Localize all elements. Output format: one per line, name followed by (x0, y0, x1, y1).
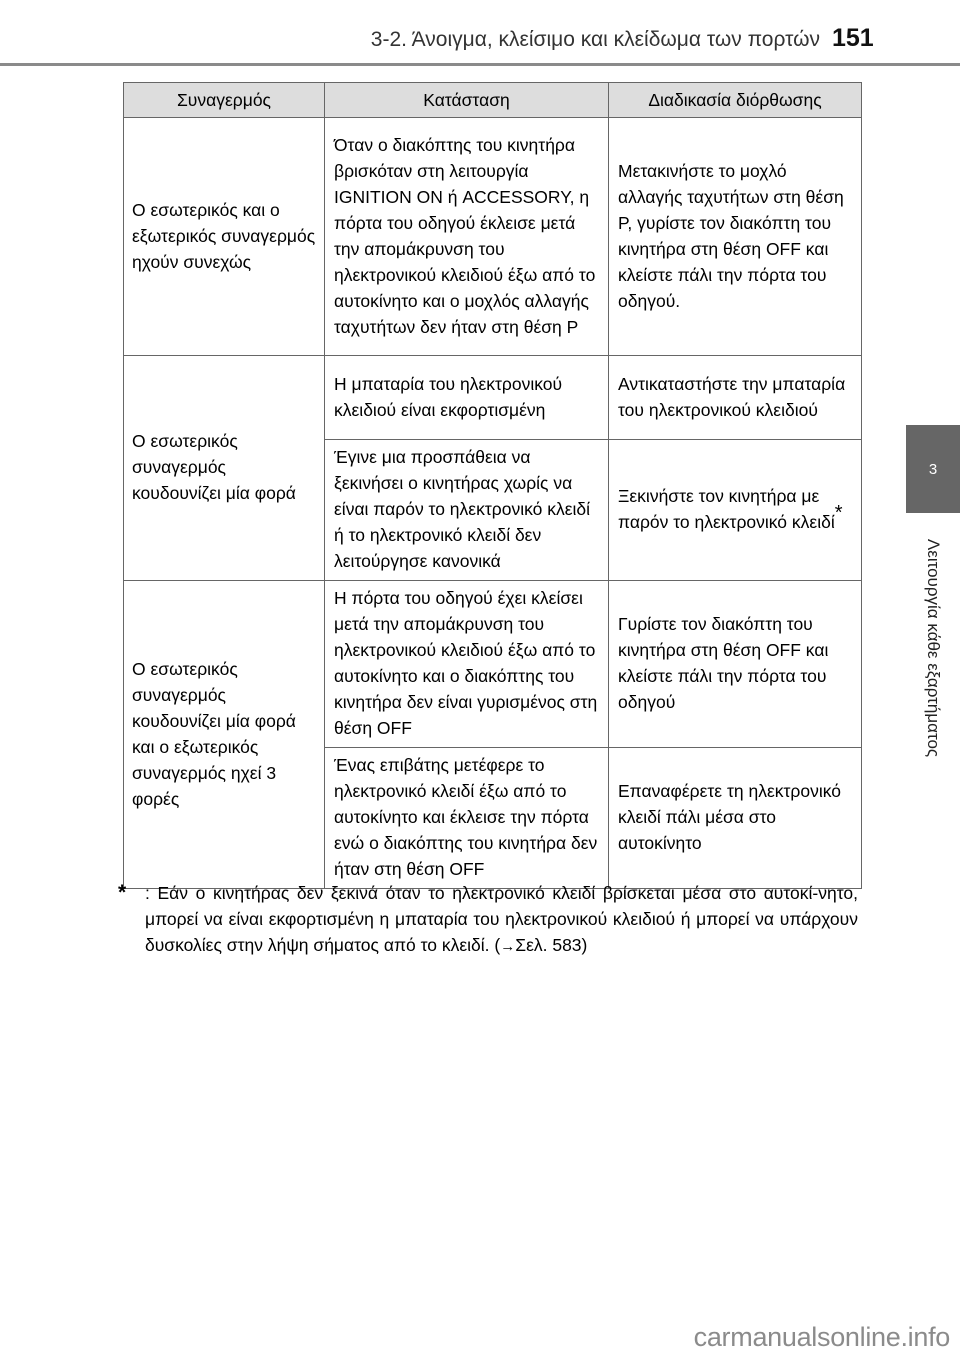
chapter-tab-number: 3 (928, 460, 938, 478)
table-row (124, 356, 862, 440)
chapter-title: 3-2. Άνοιγμα, κλείσιμο και κλείδωμα των πορτών (370, 28, 820, 51)
situation-cell: Όταν ο διακόπτης του κινητήρα βρισκόταν στη λειτουργία IGNITION ON ή ACCESSORY, η πόρτα του οδηγού έκλεισε μετά την απομάκρυνση του ηλεκτρονικού κλειδιού έξω από το αυτοκίνητο και ο μοχλός αλλαγής ταχυτήτων δεν ήταν στη θέση P (325, 118, 609, 356)
footnote-marker: * (118, 881, 127, 904)
column-header-alarm: Συναγερμός (124, 83, 325, 118)
troubleshooting-table (123, 82, 862, 889)
procedure-text: Ξεκινήστε τον κινητήρα με παρόν το ηλεκτρονικό κλειδί (618, 486, 835, 532)
situation-cell: Ένας επιβάτης μετέφερε το ηλεκτρονικό κλειδί έξω από το αυτοκίνητο και έκλεισε την πόρτα ενώ ο διακόπτης του κινητήρα δεν ήταν στη θέση OFF (325, 748, 609, 889)
situation-cell: Η μπαταρία του ηλεκτρονικού κλειδιού είναι εκφορτισμένη (325, 356, 609, 440)
footnote-text: : Εάν ο κινητήρας δεν ξεκινά όταν το ηλεκτρονικό κλειδί βρίσκεται μέσα στο αυτοκί-νητο, μπορεί να είναι εκφορτισμένη η μπαταρία του ηλεκτρονικού κλειδιού ή μπορεί να υπάρχουν δυσκολίες στην λήψη σήματος από το κλειδί. ( (145, 883, 858, 955)
page-number: 151 (832, 24, 874, 52)
procedure-cell: Μετακινήστε το μοχλό αλλαγής ταχυτήτων στη θέση P, γυρίστε τον διακόπτη του κινητήρα στη θέση OFF και κλείστε πάλι την πόρτα του οδηγού. (609, 118, 862, 356)
procedure-cell: Αντικαταστήστε την μπαταρία του ηλεκτρονικού κλειδιού (609, 356, 862, 440)
alarm-cell: Ο εσωτερικός συναγερμός κουδουνίζει μία φορά (124, 356, 325, 581)
alarm-cell: Ο εσωτερικός και ο εξωτερικός συναγερμός ηχούν συνεχώς (124, 118, 325, 356)
table-row (124, 581, 862, 748)
procedure-cell (609, 440, 862, 581)
chapter-tab-label (918, 518, 948, 778)
procedure-cell: Γυρίστε τον διακόπτη του κινητήρα στη θέση OFF και κλείστε πάλι την πόρτα του οδηγού (609, 581, 862, 748)
chapter-tab-label-text: Λειτουργία κάθε εξαρτήματος (924, 538, 944, 758)
situation-cell: Έγινε μια προσπάθεια να ξεκινήσει ο κινητήρας χωρίς να είναι παρόν το ηλεκτρονικό κλειδί ή το ηλεκτρονικό κλειδί δεν λειτούργησε κανονικά (325, 440, 609, 581)
column-header-situation: Κατάσταση (325, 83, 609, 118)
asterisk-marker: * (834, 502, 843, 525)
alarm-cell: Ο εσωτερικός συναγερμός κουδουνίζει μία φορά και ο εξωτερικός συναγερμός ηχεί 3 φορές (124, 581, 325, 889)
chapter-tab[interactable] (906, 425, 960, 513)
column-header-procedure: Διαδικασία διόρθωσης (609, 83, 862, 118)
situation-cell: Η πόρτα του οδηγού έχει κλείσει μετά την απομάκρυνση του ηλεκτρονικού κλειδιού έξω από το αυτοκίνητο και ο διακόπτης του κινητήρα δεν είναι γυρισμένος στη θέση OFF (325, 581, 609, 748)
footnote (118, 880, 858, 960)
table-header-row (124, 83, 862, 118)
page-reference-link[interactable]: Σελ. 583) (515, 935, 588, 955)
table-row (124, 118, 862, 356)
arrow-icon: → (500, 938, 516, 955)
header-divider (0, 63, 960, 66)
procedure-cell: Επαναφέρετε τη ηλεκτρονικό κλειδί πάλι μέσα στο αυτοκίνητο (609, 748, 862, 889)
watermark: carmanualsonline.info (693, 1322, 950, 1352)
